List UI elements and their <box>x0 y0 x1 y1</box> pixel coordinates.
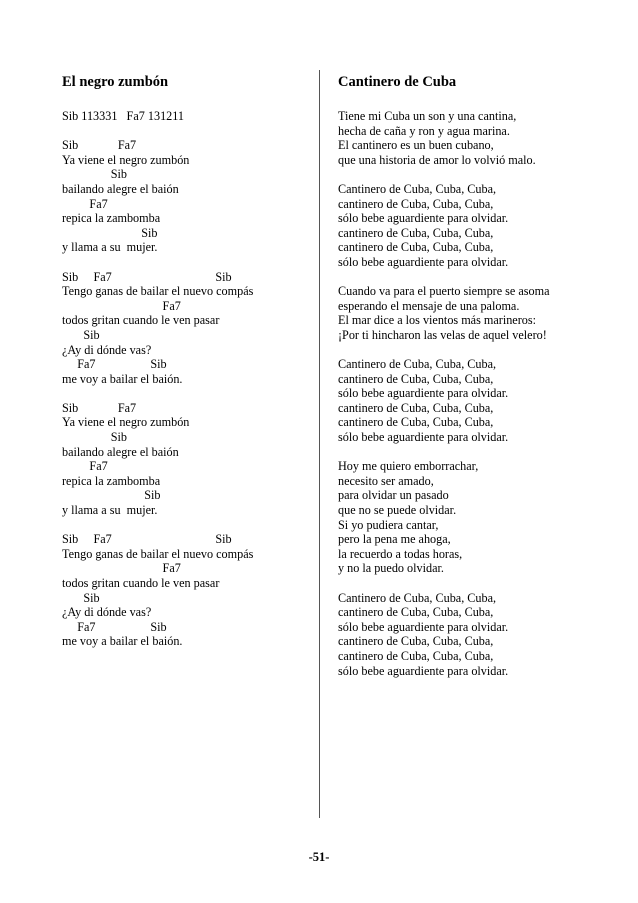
lyric-line: cantinero de Cuba, Cuba, Cuba, <box>338 605 494 620</box>
lyric-line: Fa7 Sib <box>62 357 167 372</box>
blank-line <box>338 167 550 182</box>
lyric-line: todos gritan cuando le ven pasar <box>62 576 220 590</box>
lyric-line: para olvidar un pasado <box>338 488 449 503</box>
lyric-line: ¡Por ti hincharon las velas de aquel velero! <box>338 327 547 342</box>
lyric-line: Ya viene el negro zumbón <box>62 415 190 430</box>
lyric-line: bailando alegre el baión <box>62 444 179 459</box>
lyric-line: Hoy me quiero emborrachar, <box>338 459 479 474</box>
lyric-line: sólo bebe aguardiente para olvidar. <box>338 663 509 678</box>
lyric-line: hecha de caña y ron y agua marina. <box>338 123 510 138</box>
page-number: -51- <box>308 850 330 864</box>
lyric-line: Cantinero de Cuba, Cuba, Cuba, <box>338 590 497 605</box>
lyric-line: Cantinero de Cuba, Cuba, Cuba, <box>338 357 497 372</box>
lyric-line: cantinero de Cuba, Cuba, Cuba, <box>338 648 494 663</box>
lyric-line: El cantinero es un buen cubano, <box>338 138 494 153</box>
lyric-line: y no la puedo olvidar. <box>338 561 444 576</box>
lyric-line: Sib Fa7 <box>62 138 137 153</box>
lyric-line: Sib <box>62 167 128 182</box>
lyric-line: Tengo ganas de bailar el nuevo compás <box>62 284 254 299</box>
blank-line <box>338 445 550 460</box>
lyric-line: Sib Fa7 Sib <box>62 269 232 284</box>
blank-line <box>62 518 253 533</box>
lyric-line: sólo bebe aguardiente para olvidar. <box>338 386 509 401</box>
lyric-line: El mar dice a los vientos más marineros: <box>338 313 536 328</box>
lyric-line: Fa7 <box>62 196 108 211</box>
lyric-line: Sib <box>62 430 128 445</box>
lyric-line: Sib <box>62 590 100 605</box>
lyric-line: Fa7 Sib <box>62 619 167 634</box>
lyric-line: que no se puede olvidar. <box>338 503 457 518</box>
lyric-line: Tiene mi Cuba un son y una cantina, <box>338 109 517 123</box>
blank-line <box>338 343 550 358</box>
blank-line <box>338 576 550 591</box>
lyric-line: cantinero de Cuba, Cuba, Cuba, <box>338 196 494 211</box>
lyric-line: Ya viene el negro zumbón <box>62 152 190 167</box>
lyric-line: Sib <box>62 225 158 240</box>
lyric-line: sólo bebe aguardiente para olvidar. <box>338 430 509 445</box>
right-song-title: Cantinero de Cuba <box>338 74 457 90</box>
lyric-line: Cuando va para el puerto siempre se asoma <box>338 284 550 299</box>
lyric-line: Sib Fa7 <box>62 400 137 415</box>
lyric-line: cantinero de Cuba, Cuba, Cuba, <box>338 634 494 649</box>
lyric-line: Sib <box>62 488 161 503</box>
lyric-line: sólo bebe aguardiente para olvidar. <box>338 254 509 269</box>
lyric-line: ¿Ay di dónde vas? <box>62 342 152 357</box>
lyric-line: y llama a su mujer. <box>62 240 158 255</box>
lyric-line: Sib 113331 Fa7 131211 <box>62 109 184 123</box>
lyric-line: sólo bebe aguardiente para olvidar. <box>338 211 509 226</box>
lyric-line: repica la zambomba <box>62 211 161 226</box>
left-song-title: El negro zumbón <box>62 74 169 90</box>
lyric-line: cantinero de Cuba, Cuba, Cuba, <box>338 240 494 255</box>
lyric-line: Tengo ganas de bailar el nuevo compás <box>62 546 254 561</box>
column-divider <box>319 70 320 818</box>
lyric-line: me voy a bailar el baión. <box>62 371 183 386</box>
lyric-line: cantinero de Cuba, Cuba, Cuba, <box>338 400 494 415</box>
lyric-line: repica la zambomba <box>62 473 161 488</box>
lyric-line: cantinero de Cuba, Cuba, Cuba, <box>338 225 494 240</box>
lyric-line: pero la pena me ahoga, <box>338 532 451 547</box>
lyric-line: Fa7 <box>62 459 108 474</box>
lyric-line: todos gritan cuando le ven pasar <box>62 313 220 328</box>
lyric-line: Sib <box>62 327 100 342</box>
lyric-line: cantinero de Cuba, Cuba, Cuba, <box>338 371 494 386</box>
lyric-line: me voy a bailar el baión. <box>62 634 183 649</box>
lyric-line: ¿Ay di dónde vas? <box>62 605 152 620</box>
lyric-line: la recuerdo a todas horas, <box>338 546 463 561</box>
lyric-line: Fa7 <box>62 298 181 313</box>
blank-line <box>62 386 253 401</box>
blank-line <box>62 255 253 270</box>
left-song-lyrics <box>62 109 253 649</box>
blank-line <box>338 270 550 285</box>
lyric-line: esperando el mensaje de una paloma. <box>338 298 520 313</box>
lyric-line: cantinero de Cuba, Cuba, Cuba, <box>338 415 494 430</box>
lyric-line: bailando alegre el baión <box>62 181 179 196</box>
lyric-line: Fa7 <box>62 561 181 576</box>
lyric-line: Cantinero de Cuba, Cuba, Cuba, <box>338 181 497 196</box>
lyric-line: sólo bebe aguardiente para olvidar. <box>338 619 509 634</box>
right-song-lyrics <box>338 109 550 678</box>
lyric-line: que una historia de amor lo volvió malo. <box>338 152 536 167</box>
blank-line <box>62 124 253 139</box>
lyric-line: Sib Fa7 Sib <box>62 532 232 547</box>
lyric-line: Si yo pudiera cantar, <box>338 517 439 532</box>
lyric-line: y llama a su mujer. <box>62 503 158 518</box>
lyric-line: necesito ser amado, <box>338 473 434 488</box>
